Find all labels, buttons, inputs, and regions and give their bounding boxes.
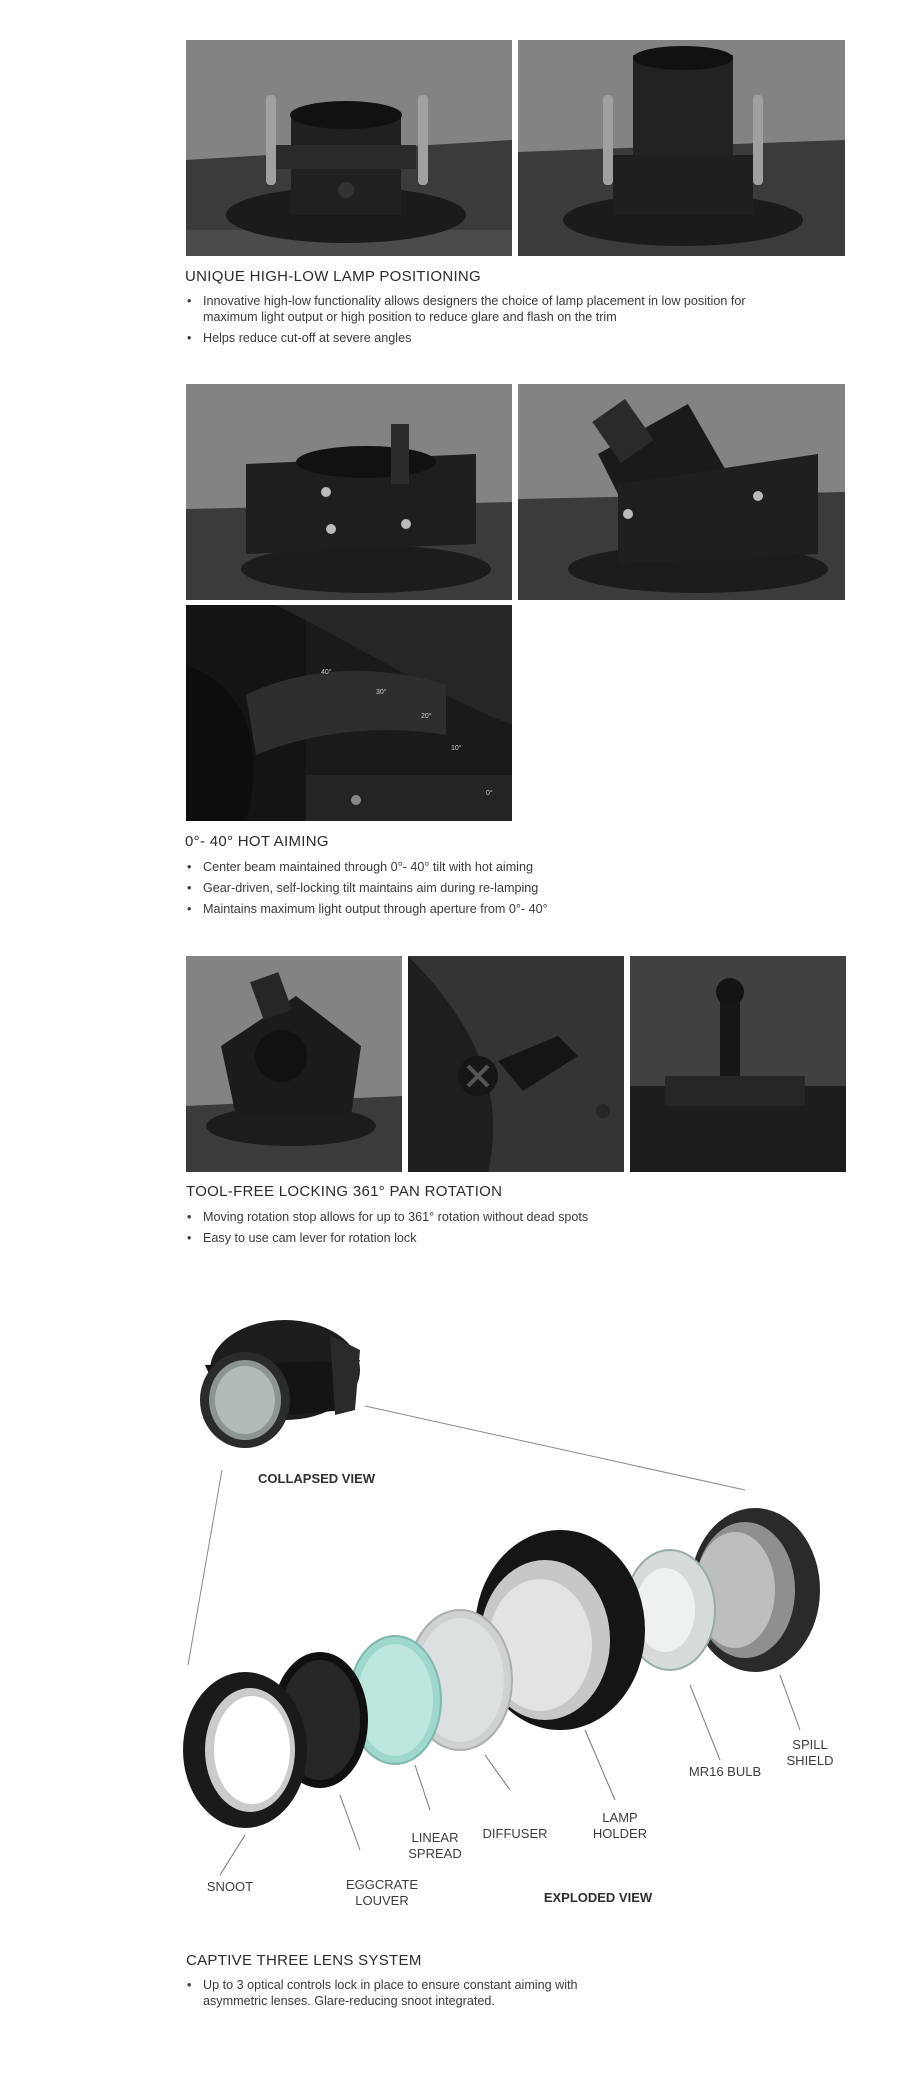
bullet-item: • Gear-driven, self-locking tilt maintains aim during re-lamping <box>187 880 787 896</box>
label-collapsed-view: COLLAPSED VIEW <box>258 1471 376 1486</box>
bullet-item: • Up to 3 optical controls lock in place to ensure constant aiming with asymmetric lenses. Glare-reducing snoot integrated. <box>187 1977 607 2009</box>
bullet-item: • Easy to use cam lever for rotation lock <box>187 1230 787 1246</box>
bullet-list-hot-aiming <box>187 859 787 922</box>
dial-mark-40: 40° <box>321 669 332 676</box>
section-title-hot-aiming: 0°- 40° HOT AIMING <box>185 833 329 850</box>
label-spill-shield: SPILL SHIELD <box>786 1737 834 1768</box>
snoot-part <box>183 1672 307 1828</box>
bullet-item: • Center beam maintained through 0°- 40° tilt with hot aiming <box>187 859 787 875</box>
bullet-item: • Moving rotation stop allows for up to 361° rotation without dead spots <box>187 1209 787 1225</box>
bullet-list-high-low <box>187 293 787 351</box>
dial-mark-0: 0° <box>486 790 493 797</box>
photo-aiming-level <box>186 384 512 600</box>
photo-tilt-dial-closeup <box>186 605 512 821</box>
label-exploded-view: EXPLODED VIEW <box>543 1890 653 1905</box>
photo-rotation-stop-closeup <box>408 956 624 1172</box>
bullet-list-pan-rotation <box>187 1209 787 1251</box>
section-title-high-low: UNIQUE HIGH-LOW LAMP POSITIONING <box>185 268 482 285</box>
bullet-item: • Helps reduce cut-off at severe angles <box>187 330 787 346</box>
dial-mark-30: 30° <box>376 689 387 696</box>
label-snoot: SNOOT <box>206 1879 254 1894</box>
section-title-lens-system: CAPTIVE THREE LENS SYSTEM <box>186 1952 422 1969</box>
dial-mark-20: 20° <box>421 713 432 720</box>
photo-cam-lever-closeup <box>630 956 846 1172</box>
collapsed-lens-unit <box>200 1320 360 1448</box>
bullet-item: • Innovative high-low functionality allows designers the choice of lamp placement in low position for maximum light output or high position to reduce glare and flash on the trim <box>187 293 787 325</box>
label-linear-spread: LINEAR SPREAD <box>408 1830 462 1861</box>
photo-lamp-low-position <box>186 40 512 256</box>
bullet-list-lens-system <box>187 1977 607 2014</box>
bullet-item: • Maintains maximum light output through aperture from 0°- 40° <box>187 901 787 917</box>
dial-mark-10: 10° <box>451 745 462 752</box>
photo-aiming-tilted <box>518 384 845 600</box>
section-title-pan-rotation: TOOL-FREE LOCKING 361° PAN ROTATION <box>186 1183 503 1200</box>
label-lamp-holder: LAMP HOLDER <box>592 1810 648 1841</box>
label-eggcrate-louver: EGGCRATE LOUVER <box>346 1877 418 1908</box>
photo-lamp-high-position <box>518 40 845 256</box>
label-diffuser: DIFFUSER <box>482 1826 548 1841</box>
photo-pan-rotation-fixture <box>186 956 402 1172</box>
label-mr16-bulb: MR16 BULB <box>688 1764 762 1779</box>
